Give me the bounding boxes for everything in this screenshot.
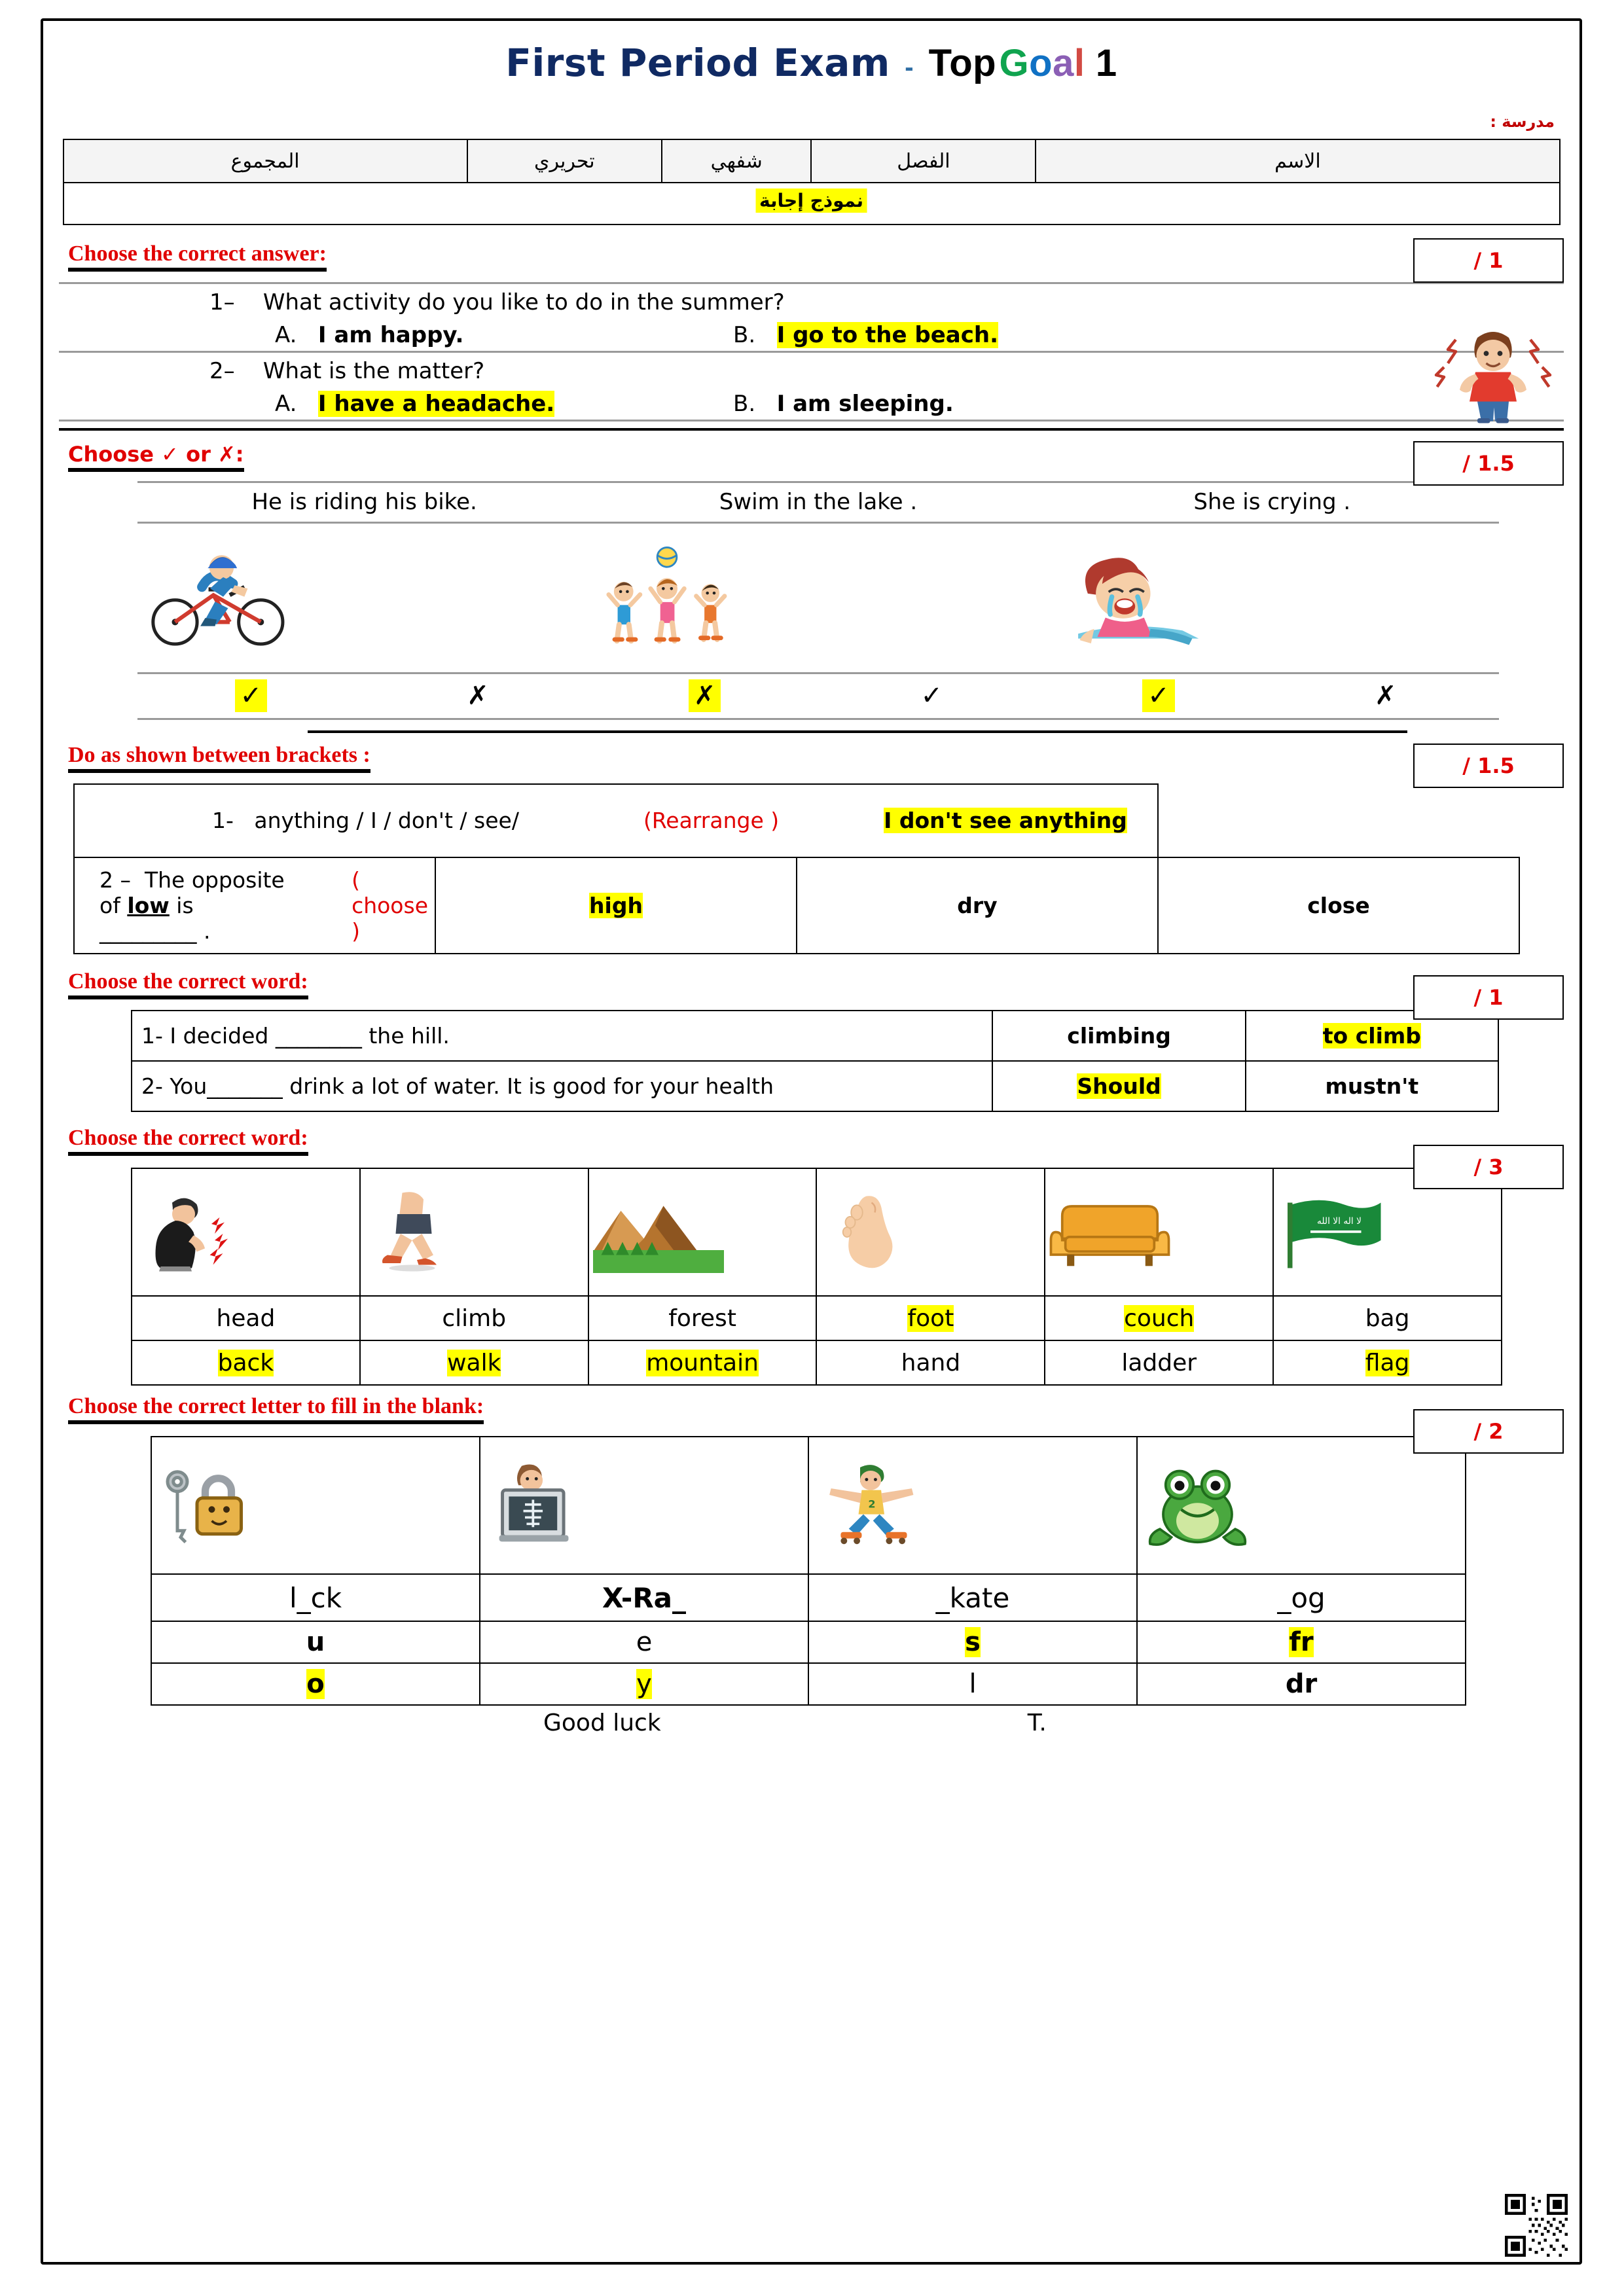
header-cell-name: الاسم <box>1036 139 1559 183</box>
lt-col-2-word: X-Ra_ <box>480 1574 808 1621</box>
section-do-as-shown <box>59 742 1564 954</box>
section-1-mark: / 1 <box>1413 238 1564 283</box>
pw-col-5-word-1[interactable]: couch <box>1045 1296 1273 1340</box>
lt-col-4-option-2[interactable]: dr <box>1137 1663 1466 1705</box>
pw-col-2-word-1[interactable]: climb <box>360 1296 588 1340</box>
pw-col-6-word-1[interactable]: bag <box>1273 1296 1502 1340</box>
section-4-mark: / 1 <box>1413 975 1564 1020</box>
page-title <box>59 18 1564 85</box>
section-choose-correct-answer <box>59 241 1564 431</box>
question-1-number: 1– <box>209 289 235 316</box>
question-2-option-b-letter: B. <box>733 391 756 418</box>
brk-2-choice-high[interactable]: high <box>435 857 797 954</box>
section-5-heading: Choose the correct word: <box>68 1125 308 1156</box>
brk-2-text-before: The opposite of <box>99 867 285 918</box>
girl-crying-image <box>1045 522 1499 673</box>
section-1-divider <box>59 428 1564 431</box>
tc-2-cross[interactable]: ✗ <box>591 673 818 719</box>
section-2-mark: / 1.5 <box>1413 441 1564 486</box>
word-2-choice-mustnt[interactable]: mustn't <box>1246 1061 1498 1111</box>
word-1-choice-to-climb[interactable]: to climb <box>1246 1011 1498 1061</box>
brk-1-instruction: (Rearrange ) <box>643 808 780 834</box>
svg-text:2: 2 <box>868 1498 876 1511</box>
lt-col-4-option-1[interactable]: fr <box>1137 1621 1466 1663</box>
good-luck-text: Good luck <box>543 1710 661 1737</box>
header-cell-oral: شفهي <box>662 139 812 183</box>
table-row <box>151 1621 1466 1663</box>
question-1-text: What activity do you like to do in the summer? <box>262 289 785 316</box>
section-2-heading-suffix: : <box>235 442 244 467</box>
tick-cross-table <box>137 481 1499 720</box>
tc-3-tick[interactable]: ✓ <box>1045 673 1272 719</box>
teacher-label: T. <box>1027 1710 1047 1737</box>
pw-col-1-word-1[interactable]: head <box>132 1296 360 1340</box>
question-1-option-a-text[interactable]: I am happy. <box>317 322 464 349</box>
student-info-table <box>63 139 1561 183</box>
pw-col-5-word-2[interactable]: ladder <box>1045 1340 1273 1385</box>
brk-2-choice-dry[interactable]: dry <box>797 857 1158 954</box>
question-1-option-b-text[interactable]: I go to the beach. <box>776 322 999 349</box>
title-goal-a: a <box>1053 42 1074 84</box>
table-row <box>151 1663 1466 1705</box>
tc-1-cross[interactable]: ✗ <box>365 673 592 719</box>
svg-text:لا اله الا الله: لا اله الا الله <box>1317 1216 1362 1227</box>
word-1-text: 1- I decided ________ the hill. <box>132 1011 992 1061</box>
mountain-image <box>588 1168 817 1296</box>
table-row <box>137 673 1499 719</box>
header-cell-written: تحريري <box>467 139 662 183</box>
brk-1-number: 1- <box>212 808 234 834</box>
table-row <box>132 1168 1502 1296</box>
question-2-text: What is the matter? <box>262 358 485 385</box>
pw-col-6-word-2[interactable]: flag <box>1273 1340 1502 1385</box>
lt-col-3-option-2[interactable]: l <box>808 1663 1137 1705</box>
section-choose-tick-or-cross <box>59 442 1564 733</box>
green-frog-image <box>1137 1437 1466 1574</box>
table-row <box>63 139 1560 183</box>
brackets-table <box>73 783 1520 954</box>
section-3-mark: / 1.5 <box>1413 744 1564 788</box>
section-choose-correct-letter <box>59 1393 1564 1706</box>
footer <box>59 1710 1564 1736</box>
brk-2-number: 2 – <box>99 867 131 893</box>
word-2-choice-should[interactable]: Should <box>992 1061 1245 1111</box>
question-2-option-a-letter: A. <box>275 391 297 418</box>
pw-col-3-word-1[interactable]: forest <box>588 1296 817 1340</box>
exam-page <box>41 18 1582 2265</box>
skating-boy-image <box>808 1437 1137 1574</box>
header-cell-total: المجموع <box>63 139 467 183</box>
brk-2-instruction: ( choose ) <box>352 867 428 944</box>
table-row <box>132 1011 1498 1061</box>
tick-icon: ✓ <box>161 442 179 467</box>
title-goal-o: o <box>1029 42 1053 84</box>
section-choose-correct-word-2 <box>59 1125 1564 1386</box>
table-row <box>151 1437 1466 1574</box>
section-4-heading: Choose the correct word: <box>68 969 308 999</box>
title-goal-l: l <box>1074 42 1085 84</box>
table-row <box>132 1296 1502 1340</box>
section-1-heading: Choose the correct answer: <box>68 241 327 272</box>
lt-col-1-option-2[interactable]: o <box>151 1663 480 1705</box>
question-2-option-a-text[interactable]: I have a headache. <box>317 391 555 418</box>
question-1-option-b-letter: B. <box>733 322 756 349</box>
section-3-heading: Do as shown between brackets : <box>68 742 370 773</box>
school-label: مدرسة : <box>1490 113 1555 131</box>
lt-col-1-option-1[interactable]: u <box>151 1621 480 1663</box>
foot-image <box>816 1168 1045 1296</box>
section-5-mark: / 3 <box>1413 1145 1564 1189</box>
table-row <box>151 1574 1466 1621</box>
table-row <box>137 522 1499 673</box>
walking-legs-image <box>360 1168 588 1296</box>
header-cell-class: الفصل <box>811 139 1036 183</box>
section-choose-correct-word-1 <box>59 969 1564 1112</box>
x-ray-image <box>480 1437 808 1574</box>
word-choice-table <box>131 1010 1499 1112</box>
orange-couch-image <box>1045 1168 1273 1296</box>
answer-key-row <box>63 183 1561 225</box>
letter-choice-table <box>151 1436 1466 1706</box>
tc-caption-3: She is crying . <box>1045 482 1499 522</box>
section-2-heading-prefix: Choose <box>68 442 162 467</box>
answer-key-badge: نموذج إجابة <box>755 188 867 213</box>
tc-caption-1: He is riding his bike. <box>137 482 591 522</box>
tc-1-tick[interactable]: ✓ <box>137 673 365 719</box>
back-pain-man-image <box>132 1168 360 1296</box>
lt-col-2-option-2[interactable]: y <box>480 1663 808 1705</box>
section-6-heading: Choose the correct letter to fill in the blank: <box>68 1393 484 1424</box>
brk-1-answer[interactable]: I don't see anything <box>884 808 1127 834</box>
section-2-heading <box>68 442 244 472</box>
cross-icon: ✗ <box>217 442 236 467</box>
lt-col-4-word: _og <box>1137 1574 1466 1621</box>
word-2-text: 2- You_______ drink a lot of water. It is good for your health <box>132 1061 992 1111</box>
brk-2-text-bold: low <box>127 892 170 918</box>
boy-riding-bike-image <box>137 522 591 673</box>
brk-2-text-after: is _________ . <box>99 892 211 944</box>
question-2 <box>59 351 1564 422</box>
table-row <box>74 857 1519 954</box>
title-first-period-exam: First Period Exam <box>505 41 890 85</box>
brk-1-text: anything / I / don't / see/ <box>254 808 519 834</box>
brk-2-choice-close[interactable]: close <box>1158 857 1519 954</box>
lt-col-1-word: l_ck <box>151 1574 480 1621</box>
table-row <box>132 1061 1498 1111</box>
word-1-choice-climbing[interactable]: climbing <box>992 1011 1245 1061</box>
padlock-and-key-image <box>151 1437 480 1574</box>
title-dash: - <box>905 53 914 82</box>
pw-col-4-word-2[interactable]: hand <box>816 1340 1045 1385</box>
children-playing-ball-image <box>591 522 1045 673</box>
tc-3-cross[interactable]: ✗ <box>1272 673 1499 719</box>
boy-with-headache-image <box>1434 318 1552 426</box>
section-6-mark: / 2 <box>1413 1409 1564 1454</box>
lt-col-3-word: _kate <box>808 1574 1137 1621</box>
table-row <box>137 482 1499 522</box>
lt-col-2-option-1[interactable]: e <box>480 1621 808 1663</box>
pw-col-4-word-1[interactable]: foot <box>816 1296 1045 1340</box>
pw-col-3-word-2[interactable]: mountain <box>588 1340 817 1385</box>
lt-col-3-option-1[interactable]: s <box>808 1621 1137 1663</box>
title-goal-g: G <box>999 42 1030 84</box>
table-row <box>74 784 1519 857</box>
question-1 <box>59 282 1564 351</box>
section-2-divider <box>308 730 1407 733</box>
table-row <box>132 1340 1502 1385</box>
picture-word-table <box>131 1168 1502 1386</box>
pw-col-2-word-2[interactable]: walk <box>360 1340 588 1385</box>
tc-2-tick[interactable]: ✓ <box>818 673 1045 719</box>
tc-caption-2: Swim in the lake . <box>591 482 1045 522</box>
pw-col-1-word-2[interactable]: back <box>132 1340 360 1385</box>
title-top: Top <box>928 42 997 84</box>
question-2-number: 2– <box>209 358 235 385</box>
qr-code-image <box>1505 2194 1568 2257</box>
question-2-option-b-text[interactable]: I am sleeping. <box>776 391 954 418</box>
question-1-option-a-letter: A. <box>275 322 297 349</box>
title-number: 1 <box>1095 42 1117 84</box>
section-2-heading-mid: or <box>178 442 218 467</box>
section-1-questions <box>59 282 1564 422</box>
